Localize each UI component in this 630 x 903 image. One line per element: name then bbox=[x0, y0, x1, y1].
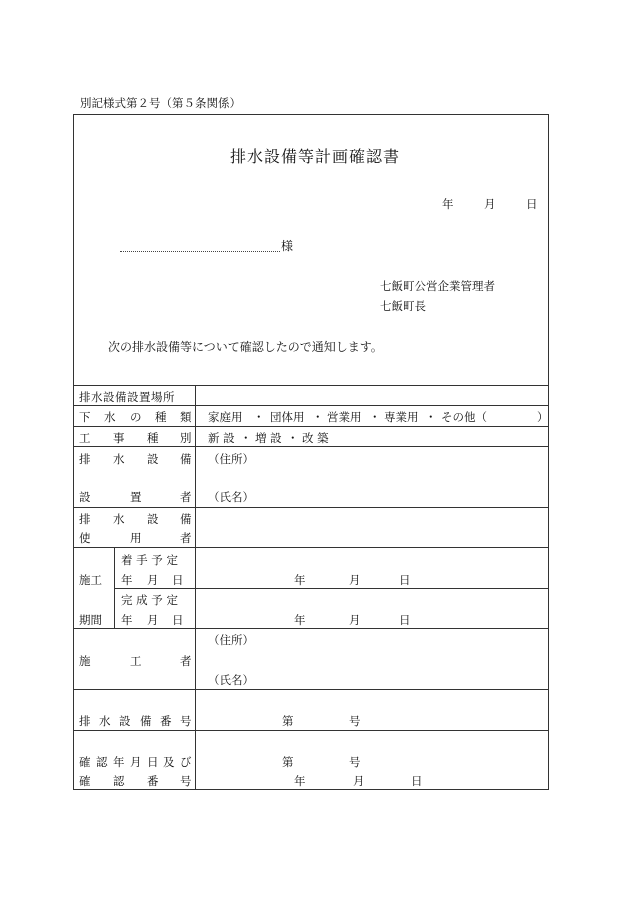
option-other-close: ） bbox=[537, 410, 549, 424]
finish-ymd-char: 月 bbox=[147, 613, 159, 627]
finish-date-year[interactable]: 年 bbox=[294, 613, 306, 627]
start-label: 着 手 予 定 bbox=[121, 553, 178, 567]
facility-no-label-char: 番 bbox=[160, 714, 172, 728]
row-divider bbox=[114, 588, 549, 589]
contractor-address-field[interactable] bbox=[260, 630, 545, 648]
installer-label-char: 設 bbox=[79, 490, 91, 504]
start-ymd-char: 月 bbox=[147, 573, 159, 587]
option-extension[interactable]: 増 設 bbox=[255, 431, 282, 445]
installer-label-char: 排 bbox=[79, 452, 91, 466]
user-label-char: 者 bbox=[180, 531, 192, 545]
facility-no-label-char: 排 bbox=[79, 714, 91, 728]
finish-date-day[interactable]: 日 bbox=[399, 613, 411, 627]
work-type-label-char: 工 bbox=[79, 431, 91, 445]
option-other[interactable]: その他（ bbox=[441, 410, 487, 424]
start-date-year[interactable]: 年 bbox=[294, 573, 306, 587]
installer-label-char: 備 bbox=[180, 452, 192, 466]
sewer-type-label-char: 類 bbox=[180, 410, 192, 424]
confirm-label-char: 確 bbox=[79, 755, 91, 769]
contractor-label-char: 者 bbox=[180, 654, 192, 668]
row-divider bbox=[73, 446, 549, 447]
location-field[interactable] bbox=[196, 386, 548, 405]
installer-label-char: 水 bbox=[113, 452, 125, 466]
facility-no-label-char: 設 bbox=[119, 714, 131, 728]
facility-no-label-char: 号 bbox=[180, 714, 192, 728]
installer-address-field[interactable] bbox=[260, 448, 545, 466]
installer-label-char: 設 bbox=[147, 452, 159, 466]
work-type-label-char: 種 bbox=[147, 431, 159, 445]
period-label-bottom: 期間 bbox=[79, 613, 102, 627]
option-separator: ・ bbox=[425, 410, 437, 424]
column-divider bbox=[114, 547, 115, 628]
installer-label-char: 者 bbox=[180, 490, 192, 504]
work-type-label-char: 事 bbox=[113, 431, 125, 445]
option-new[interactable]: 新 設 bbox=[208, 431, 235, 445]
confirm-label-char: 及 bbox=[163, 755, 175, 769]
user-label-char: 設 bbox=[147, 512, 159, 526]
issuer-title: 七飯町公営企業管理者 bbox=[380, 279, 495, 293]
confirm-date-day[interactable]: 日 bbox=[411, 774, 423, 788]
option-rebuild[interactable]: 改 築 bbox=[302, 431, 329, 445]
period-label-top: 施工 bbox=[79, 573, 102, 587]
option-dedicated[interactable]: 専業用 bbox=[384, 410, 419, 424]
sewer-type-label-char: 種 bbox=[155, 410, 167, 424]
installer-label-char: 置 bbox=[130, 490, 142, 504]
start-ymd-char: 年 bbox=[121, 573, 133, 587]
confirm-no-prefix: 第 bbox=[282, 755, 294, 769]
confirm-label-char: 認 bbox=[113, 774, 125, 788]
confirm-label-char: 確 bbox=[79, 774, 91, 788]
user-field[interactable] bbox=[196, 508, 548, 546]
row-divider bbox=[73, 689, 549, 690]
option-separator: ・ bbox=[240, 431, 252, 445]
issuer-name: 七飯町長 bbox=[380, 299, 426, 313]
confirm-no-suffix: 号 bbox=[349, 755, 361, 769]
installer-address-label: （住所） bbox=[208, 452, 254, 466]
user-label-char: 水 bbox=[113, 512, 125, 526]
confirm-label-char: 月 bbox=[130, 755, 142, 769]
confirm-label-char: 番 bbox=[147, 774, 159, 788]
user-label-char: 使 bbox=[79, 531, 91, 545]
column-divider bbox=[195, 385, 196, 790]
finish-ymd-char: 日 bbox=[172, 613, 184, 627]
sewer-type-label-char: の bbox=[130, 410, 142, 424]
row-divider bbox=[73, 730, 549, 731]
addressee-suffix: 様 bbox=[281, 239, 294, 253]
notice-text: 次の排水設備等について確認したので通知します。 bbox=[108, 340, 383, 354]
confirm-label-char: 認 bbox=[96, 755, 108, 769]
confirm-date-year[interactable]: 年 bbox=[294, 774, 306, 788]
user-label-char: 備 bbox=[180, 512, 192, 526]
document-title: 排水設備等計画確認書 bbox=[229, 147, 400, 166]
location-label: 排水設備設置場所 bbox=[79, 390, 175, 404]
start-date-month[interactable]: 月 bbox=[349, 573, 361, 587]
work-type-label-char: 別 bbox=[180, 431, 192, 445]
confirm-label-char: 年 bbox=[113, 755, 125, 769]
option-household[interactable]: 家庭用 bbox=[208, 410, 243, 424]
installer-name-label: （氏名） bbox=[208, 490, 254, 504]
confirm-label-char: 号 bbox=[180, 774, 192, 788]
facility-no-label-char: 備 bbox=[140, 714, 152, 728]
option-separator: ・ bbox=[312, 410, 324, 424]
contractor-name-field[interactable] bbox=[260, 669, 545, 687]
option-separator: ・ bbox=[369, 410, 381, 424]
row-divider bbox=[73, 628, 549, 629]
confirm-label-char: 日 bbox=[147, 755, 159, 769]
confirm-number-field[interactable] bbox=[298, 751, 344, 769]
option-separator: ・ bbox=[287, 431, 299, 445]
row-divider bbox=[73, 426, 549, 427]
contractor-name-label: （氏名） bbox=[208, 673, 254, 687]
form-id: 別記様式第２号（第５条関係） bbox=[80, 96, 241, 110]
option-separator: ・ bbox=[253, 410, 265, 424]
start-date-day[interactable]: 日 bbox=[399, 573, 411, 587]
facility-no-suffix: 号 bbox=[349, 714, 361, 728]
finish-date-month[interactable]: 月 bbox=[349, 613, 361, 627]
facility-no-prefix: 第 bbox=[282, 714, 294, 728]
header-date-year: 年 bbox=[442, 197, 454, 211]
header-date-day: 日 bbox=[526, 197, 538, 211]
installer-name-field[interactable] bbox=[260, 486, 545, 504]
header-date-month: 月 bbox=[484, 197, 496, 211]
sewer-type-label-char: 水 bbox=[104, 410, 116, 424]
contractor-label-char: 工 bbox=[130, 654, 142, 668]
contractor-label-char: 施 bbox=[79, 654, 91, 668]
option-group[interactable]: 団体用 bbox=[270, 410, 305, 424]
finish-label: 完 成 予 定 bbox=[121, 593, 178, 607]
row-divider bbox=[73, 547, 549, 548]
finish-ymd-char: 年 bbox=[121, 613, 133, 627]
start-ymd-char: 日 bbox=[172, 573, 184, 587]
row-divider bbox=[73, 405, 549, 406]
user-label-char: 用 bbox=[130, 531, 142, 545]
addressee-field[interactable] bbox=[120, 237, 280, 252]
sewer-type-label-char: 下 bbox=[79, 410, 91, 424]
facility-no-label-char: 水 bbox=[99, 714, 111, 728]
confirm-label-char: び bbox=[180, 755, 192, 769]
facility-number-field[interactable] bbox=[298, 710, 344, 728]
user-label-char: 排 bbox=[79, 512, 91, 526]
option-business[interactable]: 営業用 bbox=[327, 410, 362, 424]
contractor-address-label: （住所） bbox=[208, 633, 254, 647]
confirm-date-month[interactable]: 月 bbox=[353, 774, 365, 788]
